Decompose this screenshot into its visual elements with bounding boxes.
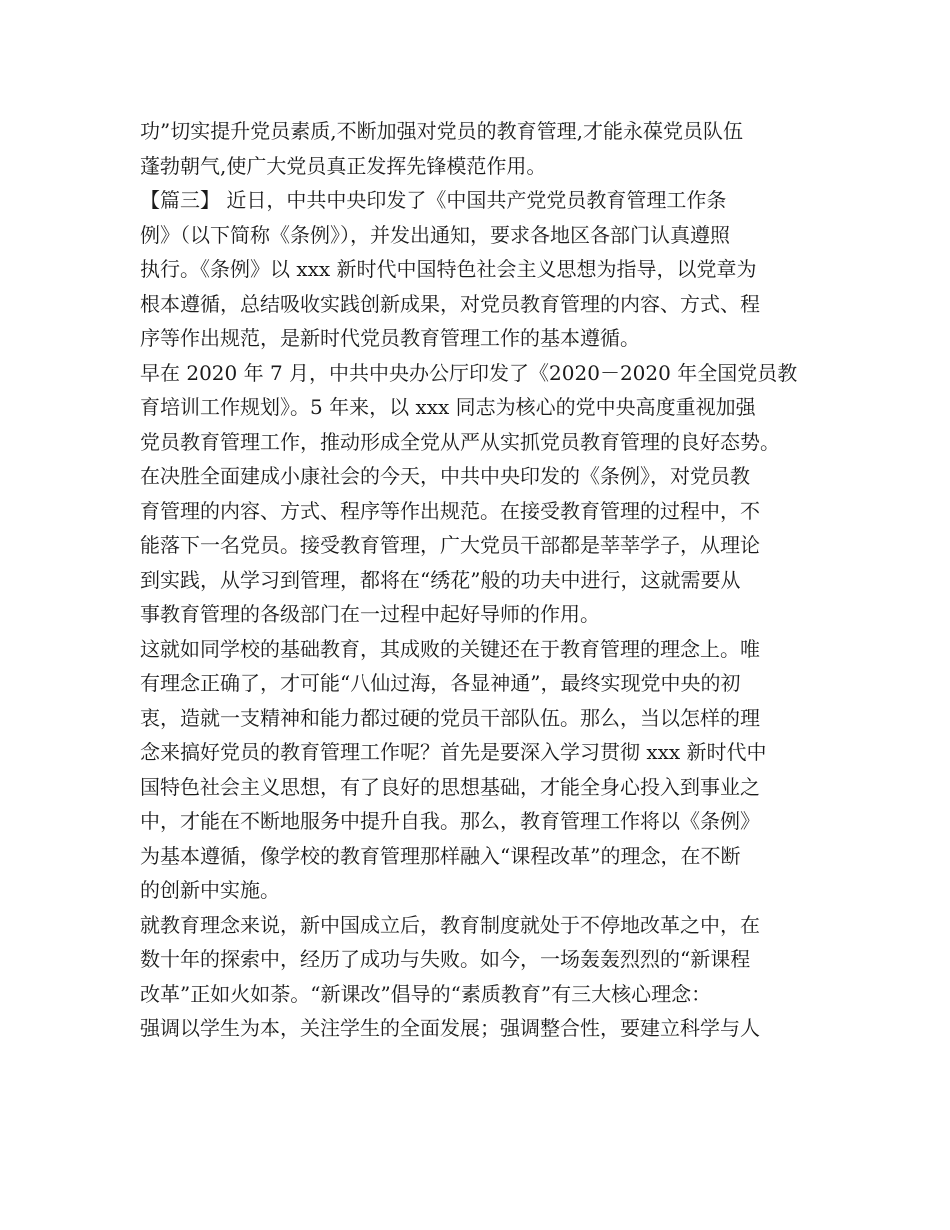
text-line: 的创新中实施。 <box>140 878 280 902</box>
text-line: 衷，造就一支精神和能力都过硬的党员干部队伍。那么，当以怎样的理 <box>140 705 760 730</box>
text-line: 中，才能在不断地服务中提升自我。那么，教育管理工作将以《条例》 <box>140 809 760 833</box>
document-body <box>140 114 830 1046</box>
text-line: 执行。《条例》以 xxx 新时代中国特色社会主义思想为指导，以党章为 <box>140 257 757 281</box>
text-line: 到实践，从学习到管理，都将在“绣花”般的功夫中进行，这就需要从 <box>140 567 741 592</box>
text-line: 在决胜全面建成小康社会的今天，中共中央印发的《条例》，对党员教 <box>140 464 750 488</box>
text-line: 有理念正确了，才可能“八仙过海，各显神通”，最终实现党中央的初 <box>140 671 741 695</box>
text-line: 根本遵循，总结吸收实践创新成果，对党员教育管理的内容、方式、程 <box>140 291 760 316</box>
text-line: 功”切实提升党员素质,不断加强对党员的教育管理,才能永葆党员队伍 <box>140 119 743 143</box>
text-line: 例》（以下简称《条例》），并发出通知，要求各地区各部门认真遵照 <box>140 222 730 247</box>
text-line: 念来搞好党员的教育管理工作呢？首先是要深入学习贯彻 xxx 新时代中 <box>140 740 767 764</box>
text-line: 就教育理念来说，新中国成立后，教育制度就处于不停地改革之中，在 <box>140 912 760 937</box>
text-line: 序等作出规范，是新时代党员教育管理工作的基本遵循。 <box>140 326 640 350</box>
text-line: 党员教育管理工作，推动形成全党从严从实抓党员教育管理的良好态势。 <box>140 429 780 454</box>
text-line: 蓬勃朝气,使广大党员真正发挥先锋模范作用。 <box>140 153 547 178</box>
text-line: 强调以学生为本，关注学生的全面发展；强调整合性，要建立科学与人 <box>140 1016 760 1040</box>
text-line: 国特色社会主义思想，有了良好的思想基础，才能全身心投入到事业之 <box>140 774 760 799</box>
section-heading-line: 【篇三】 近日，中共中央印发了《中国共产党党员教育管理工作条 <box>140 188 727 212</box>
text-line: 为基本遵循，像学校的教育管理那样融入“课程改革”的理念，在不断 <box>140 843 741 868</box>
text-line: 早在 2020 年 7 月，中共中央办公厅印发了《2020－2020 年全国党员教 <box>140 360 798 385</box>
text-line: 育培训工作规划》。5 年来，以 xxx 同志为核心的党中央高度重视加强 <box>140 395 756 419</box>
text-line: 改革”正如火如荼。“新课改”倡导的“素质教育”有三大核心理念： <box>140 981 712 1006</box>
text-line: 数十年的探索中，经历了成功与失败。如今，一场轰轰烈烈的“新课程 <box>140 947 751 971</box>
text-line: 这就如同学校的基础教育，其成败的关键还在于教育管理的理念上。唯 <box>140 636 760 661</box>
text-line: 能落下一名党员。接受教育管理，广大党员干部都是莘莘学子，从理论 <box>140 533 760 557</box>
text-line: 事教育管理的各级部门在一过程中起好导师的作用。 <box>140 602 600 626</box>
text-line: 育管理的内容、方式、程序等作出规范。在接受教育管理的过程中，不 <box>140 498 760 523</box>
